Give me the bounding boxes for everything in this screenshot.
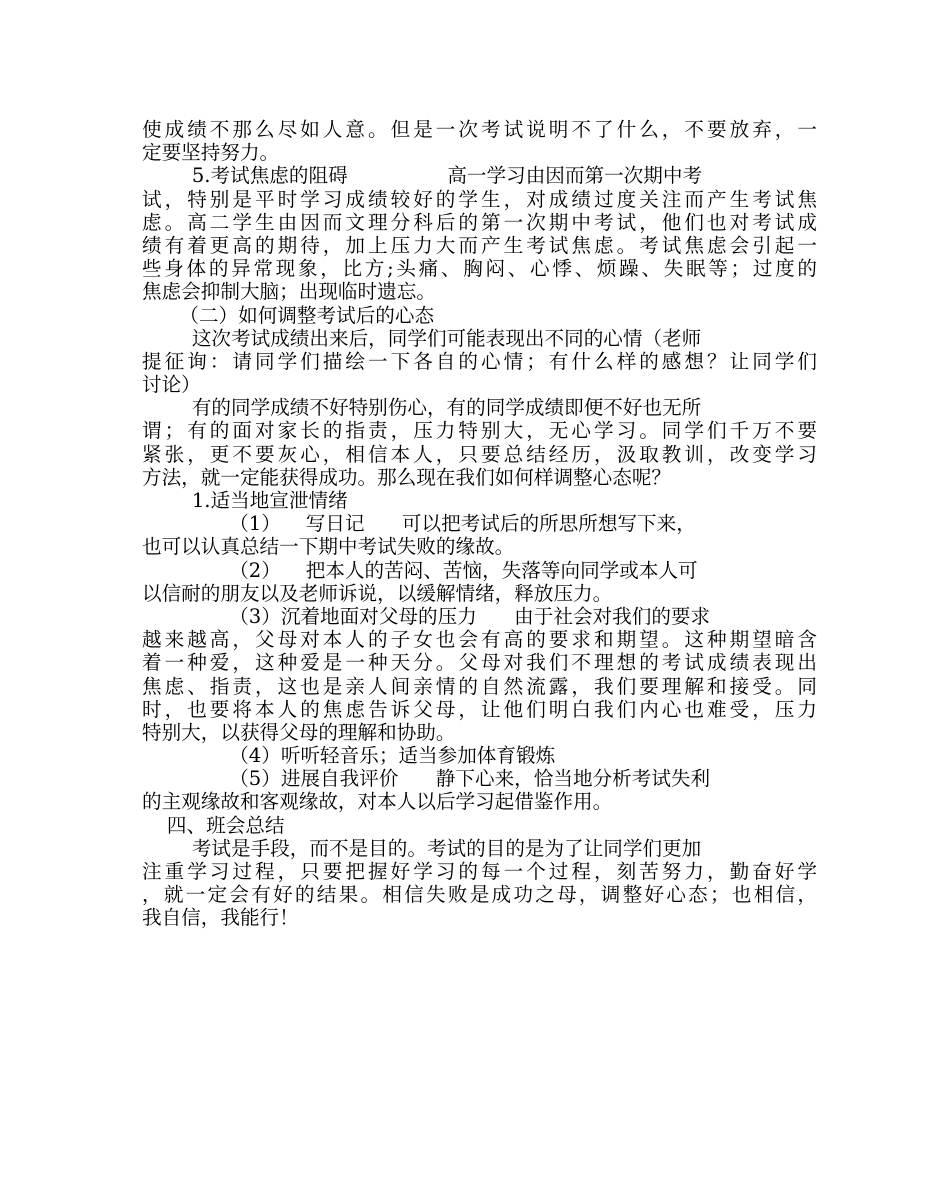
text-line: 使成绩不那么尽如人意。但是一次考试说明不了什么，不要放弃，一 [142,118,817,141]
text-line: 特别大，以获得父母的理解和协助。 [142,720,456,744]
document-page [142,118,817,930]
text-line: 焦虑会抑制大脑；出现临时遗忘。 [142,280,436,304]
text-line: 着一种爱，这种爱是一种天分。父母对我们不理想的考试成绩表现出 [142,651,817,675]
text-line: 的主观缘故和客观缘故，对本人以后学习起借鉴作用。 [142,790,613,814]
text-line: 也可以认真总结一下期中考试失败的缘故。 [142,535,515,559]
text-line: （1） 写日记 可以把考试后的所思所想写下来， [142,512,696,536]
text-line: （3）沉着地面对父母的压力 由于社会对我们的要求 [142,604,711,628]
text-line: 些身体的异常现象，比方;头痛、胸闷、心悸、烦躁、失眠等；过度的 [142,257,817,281]
text-line: 提征询：请同学们描绘一下各自的心情；有什么样的感想？让同学们 [142,349,817,373]
text-line: 这次考试成绩出来后，同学们可能表现出不同的心情（老师 [142,326,702,350]
text-line: 有的同学成绩不好特别伤心，有的同学成绩即便不好也无所 [142,396,702,420]
text-line: （2） 把本人的苦闷、苦恼，失落等向同学或本人可 [142,558,698,582]
text-line: 紧张，更不要灰心，相信本人，只要总结经历，汲取教训，改变学习 [142,442,817,466]
text-line: 谓；有的面对家长的指责，压力特别大，无心学习。同学们千万不要 [142,419,817,443]
text-line: 焦虑、指责，这也是亲人间亲情的自然流露，我们要理解和接受。同 [142,674,817,698]
text-line: 越来越高，父母对本人的子女也会有高的要求和期望。这种期望暗含 [142,628,817,652]
text-line: （4）听听轻音乐；适当参加体育锻炼 [142,744,556,768]
section-heading: 四、班会总结 [142,813,285,837]
text-line: 讨论） [142,373,201,397]
text-line: 试，特别是平时学习成绩较好的学生，对成绩过度关注而产生考试焦 [142,187,817,211]
text-line: ，就一定会有好的结果。相信失败是成功之母，调整好心态；也相信， [142,883,817,907]
section-heading: 1.适当地宣泄情绪 [142,489,348,512]
section-heading: 5.考试焦虑的阻碍 高一学习由因而第一次期中考 [142,164,703,188]
text-line: 方法，就一定能获得成功。那么现在我们如何样调整心态呢？ [142,465,672,489]
text-line: 虑。高二学生由因而文理分科后的第一次期中考试，他们也对考试成 [142,210,817,234]
section-heading: （二）如何调整考试后的心态 [142,303,435,327]
text-line: 以信耐的朋友以及老师诉说，以缓解情绪，释放压力。 [142,581,613,605]
text-line: 我自信，我能行！ [142,906,299,930]
text-line: 定要坚持努力。 [142,141,280,165]
text-line: 注重学习过程，只要把握好学习的每一个过程，刻苦努力，勤奋好学 [142,860,817,883]
text-line: （5）进展自我评价 静下心来，恰当地分析考试失利 [142,767,711,791]
text-line: 时，也要将本人的焦虑告诉父母，让他们明白我们内心也难受，压力 [142,697,817,721]
text-line: 绩有着更高的期待，加上压力大而产生考试焦虑。考试焦虑会引起一 [142,233,817,257]
text-line: 考试是手段，而不是目的。考试的目的是为了让同学们更加 [142,836,702,860]
